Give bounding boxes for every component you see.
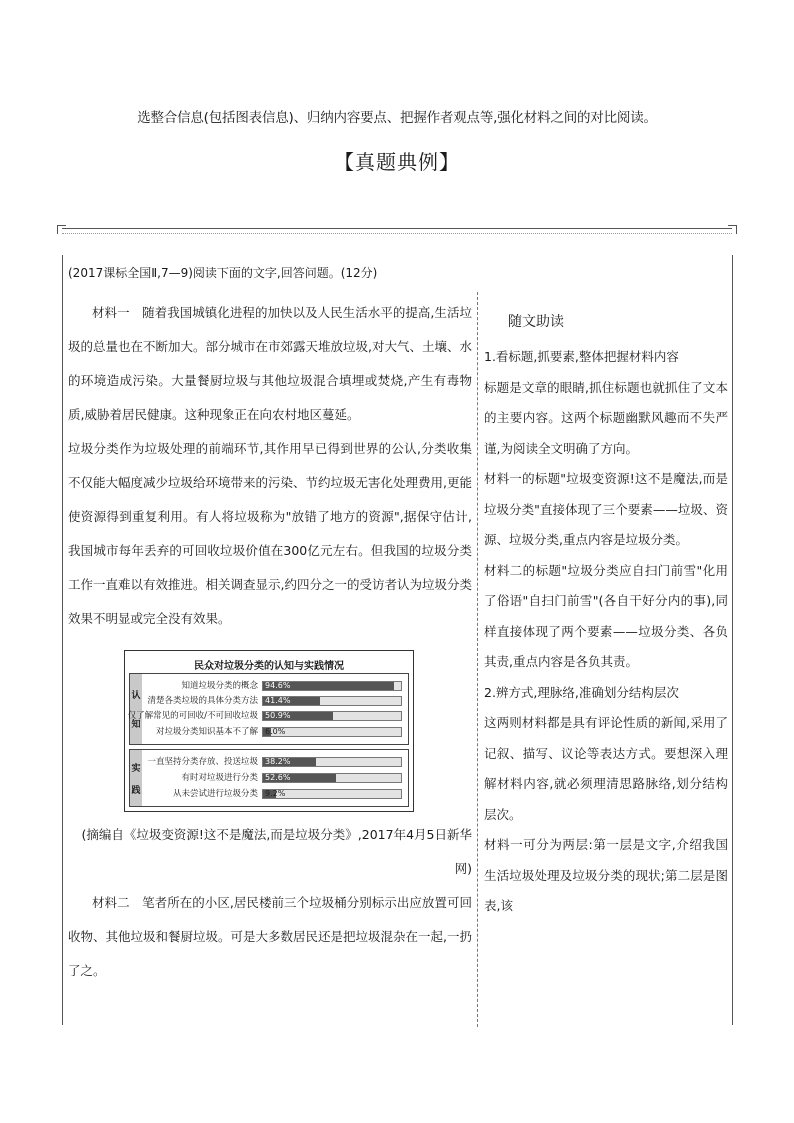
bar-row [144, 726, 402, 738]
section-heading: 【真题典例】 [334, 150, 460, 174]
question-source: (2017课标全国Ⅱ,7—9)阅读下面的文字,回答问题。(12分) [68, 266, 378, 280]
bar-value-label: 6.0% [265, 727, 286, 736]
reading-help-title: 随文助读 [508, 314, 564, 330]
bar-track [262, 711, 402, 721]
bar-category: 对垃圾分类知识基本不了解 [155, 727, 258, 737]
bar-row [127, 710, 402, 722]
bar-category: 知道垃圾分类的概念 [181, 681, 258, 691]
bar-row [144, 680, 402, 692]
intro-line: 选整合信息(包括图表信息)、归纳内容要点、把握作者观点等,强化材料之间的对比阅读。 [137, 110, 657, 126]
bar-category: 有时对垃圾进行分类 [181, 773, 258, 783]
material2-paragraph-1: 材料二 笔者所在的小区,居民楼前三个垃圾桶分别标示出应放置可回收物、其他垃圾和餐厨垃圾。可是大多数居民还是把垃圾混杂在一起,一扔了之。 [68, 895, 472, 978]
bar-value-label: 52.6% [265, 773, 291, 782]
bar-category: 从未尝试进行垃圾分类 [172, 789, 258, 799]
bar-category: 仅了解常见的可回收/不可回收垃圾 [127, 711, 258, 721]
help-paragraph: 材料一的标题"垃圾变资源!这不是魔法,而是垃圾分类"直接体现了三个要素——垃圾、资源、垃圾分类,重点内容是垃圾分类。 [484, 471, 728, 547]
chart-caption: (摘编自《垃圾变资源!这不是魔法,而是垃圾分类》,2017年4月5日新华网) [81, 827, 472, 876]
frame-corner-left-icon [57, 225, 66, 234]
bar-row [144, 772, 402, 784]
column-divider [477, 292, 478, 1027]
frame-left-border [62, 255, 63, 1025]
bar-category: 一直坚持分类存放、投送垃圾 [147, 757, 258, 767]
bar-value-label: 38.2% [265, 757, 291, 766]
chart-group-cognition [129, 673, 409, 745]
group-label [130, 750, 142, 806]
material1-paragraph-1: 材料一 随着我国城镇化进程的加快以及人民生活水平的提高,生活垃圾的总量也在不断加大。部分城市在市郊露天堆放垃圾,对大气、土壤、水的环境造成污染。大量餐厨垃圾与其他垃圾混合填埋或焚烧,产生有毒物质,威胁着居民健康。这种现象正在向农村地区蔓延。 [68, 305, 472, 422]
group-label [130, 674, 142, 744]
bar-track [262, 727, 402, 737]
frame-corner-right-icon [728, 225, 737, 234]
group-label-char: 知 [131, 720, 141, 730]
group-label-char: 践 [131, 785, 141, 796]
frame-right-border [732, 255, 733, 1025]
help-paragraph: 材料二的标题"垃圾分类应自扫门前雪"化用了俗语"自扫门前雪"(各自干好分内的事),同样直接体现了两个要素——垃圾分类、各负其责,重点内容是各负其责。 [484, 562, 728, 669]
bar-value-label: 41.4% [265, 696, 291, 705]
bar-track [262, 789, 402, 799]
reading-help-column [484, 310, 728, 922]
bar-track [262, 757, 402, 767]
bar-value-label: 9.2% [265, 789, 286, 798]
bar-row [144, 756, 402, 768]
bar-category: 清楚各类垃圾的具体分类方法 [147, 696, 258, 706]
bar-row [144, 788, 402, 800]
help-paragraph: 1.看标题,抓要素,整体把握材料内容 [484, 349, 679, 364]
frame-top-border [62, 228, 732, 229]
bar-value-label: 50.9% [265, 711, 291, 720]
material1-paragraph-2: 垃圾分类作为垃圾处理的前端环节,其作用早已得到世界的公认,分类收集不仅能大幅度减少垃圾给环境带来的污染、节约垃圾无害化处理费用,更能使资源得到重复利用。有人将垃圾称为"放错了地方的资源",据保守估计,我国城市每年丢弃的可回收垃圾价值在300亿元左右。但我国的垃圾分类工作一直难以有效推进。相关调查显示,约四分之一的受访者认为垃圾分类效果不明显或完全没有效果。 [68, 441, 472, 626]
bar-row [144, 695, 402, 707]
material-column [68, 296, 472, 988]
chart-title: 民众对垃圾分类的认知与实践情况 [194, 661, 344, 672]
help-paragraph: 2.辨方式,理脉络,准确划分结构层次 [484, 684, 679, 700]
bar-value-label: 94.6% [265, 681, 291, 690]
help-paragraph: 标题是文章的眼睛,抓住标题也就抓住了文本的主要内容。这两个标题幽默风趣而不失严谨,为阅读全文明确了方向。 [484, 379, 728, 456]
chart-group-practice [129, 749, 409, 807]
bar-track [262, 696, 402, 706]
group-label-char: 认 [131, 691, 141, 701]
survey-chart [124, 650, 414, 812]
bar-track [262, 681, 402, 691]
bar-track [262, 773, 402, 783]
help-paragraph: 这两则材料都是具有评论性质的新闻,采用了记叙、描写、议论等表达方式。要想深入理解材料内容,就必须理清思路脉络,划分结构层次。 [484, 715, 728, 822]
group-label-char: 实 [131, 763, 141, 774]
help-paragraph: 材料一可分为两层:第一层是文字,介绍我国生活垃圾处理及垃圾分类的现状;第二层是图表,该 [484, 837, 728, 913]
